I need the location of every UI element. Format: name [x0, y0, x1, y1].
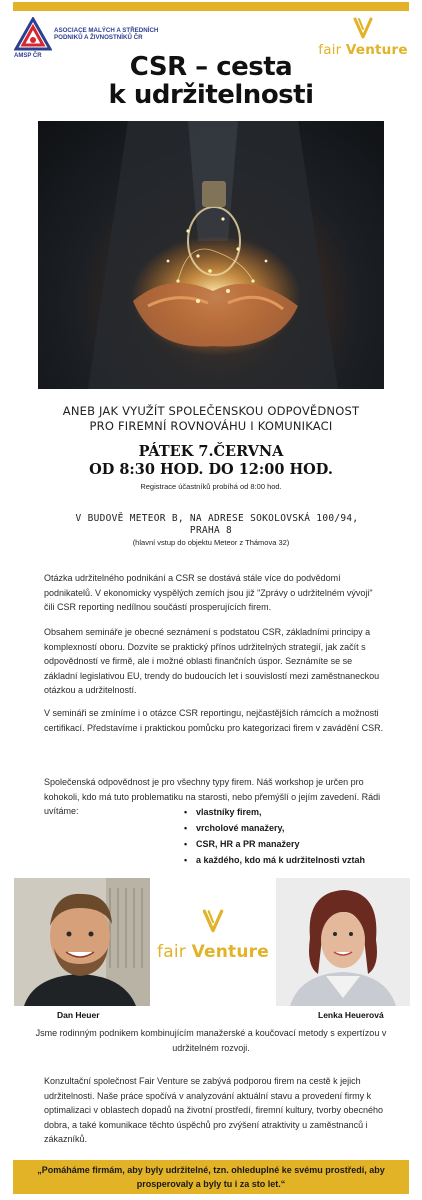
fair-venture-v-icon [201, 908, 225, 936]
venue-line-2: PRAHA 8 [189, 525, 233, 536]
subtitle-line-2: PRO FIREMNÍ ROVNOVÁHU I KOMUNIKACI [89, 419, 333, 433]
body-paragraph-3: V semináři se zmíníme i o otázce CSR reportingu, nejčastějších rámcích a možnosti certifikací. Představíme i praktickou pomůcku pro kategorizaci firem v zavádění CSR. [44, 708, 384, 733]
fair-venture-wordmark: fair Venture [157, 942, 269, 962]
amsp-triangle-icon [14, 17, 52, 53]
hero-photo-hands-bulb [38, 121, 384, 389]
amsp-name: ASOCIACE MALÝCH A STŘEDNÍCH PODNIKŮ A ŽIVNOSTNÍKŮ ČR [54, 27, 159, 41]
amsp-abbr: AMSP ČR [14, 53, 42, 59]
speaker-name-lenka: Lenka Heuerová [318, 1010, 384, 1020]
venue-line-1: V BUDOVĚ METEOR B, NA ADRESE SOKOLOVSKÁ 100/94, [75, 513, 359, 524]
page-title-line-2: k udržitelnosti [108, 80, 314, 110]
fair-venture-wordmark: fair Venture [318, 42, 408, 58]
list-item: • vlastníky firem, [184, 804, 365, 820]
fair-venture-v-icon [352, 16, 374, 42]
top-accent-bar [13, 2, 409, 11]
body-paragraph-2: Obsahem semináře je obecné seznámení s podstatou CSR, základními principy a komplexností oboru. Dozvíte se praktický přínos udržitelných strategií, jak začít s odpovědností ve firmě, ale i možné oblasti finančních úspor. Seznámíte se se základní legislativou EU, trendy do budoucích let i souvislostí mezi zaměstnaneckou otázkou a udržitelností. [44, 627, 380, 695]
list-item: • vrcholové manažery, [184, 820, 365, 836]
fair-venture-logo-middle [150, 908, 276, 962]
about-intro: Jsme rodinným podnikem kombinujícím manažerské a koučovací metody s expertízou v udržitelném rozvoji. [35, 1028, 387, 1053]
speaker-photo-dan [14, 878, 150, 1006]
about-company: Konzultační společnost Fair Venture se zabývá podporou firem na cestě k jejich udržitelnosti. Naše práce spočívá v analyzování aktuální stavu a provedení firmy k optimalizaci v oblastech dopadů na životní prostředí, firemní kultury, tvorby obecného dobra, a také komunikace těchto úspěchů pro zvýšení atraktivity u zaměstnanců i zákazníků. [44, 1076, 384, 1144]
event-date: PÁTEK 7.ČERVNA [138, 443, 284, 460]
venue-entrance-note: (hlavní vstup do objektu Meteor z Thámova 32) [132, 538, 290, 547]
event-time: OD 8:30 HOD. DO 12:00 HOD. [89, 461, 333, 478]
speaker-photo-lenka [276, 878, 410, 1006]
page-title-line-1: CSR – cesta [129, 52, 293, 82]
company-quote: „Pomáháme firmám, aby byly udržitelné, tzn. ohleduplné ke svému prostředí, aby prosperovaly a byly tu i za sto let.“ [37, 1165, 385, 1189]
list-item: • CSR, HR a PR manažery [184, 836, 365, 852]
list-item: • a každého, kdo má k udržitelnosti vztah [184, 852, 365, 868]
body-paragraph-1: Otázka udržitelného podnikání a CSR se dostává stále více do podvědomí podnikatelů. V ekonomicky vyspělých zemích jsou již "Zprávy o udržitelném vývoji" čili CSR reporting nedílnou součástí prosperujících firem. [44, 573, 373, 612]
audience-list [184, 804, 365, 868]
speaker-name-dan: Dan Heuer [57, 1010, 100, 1020]
registration-note: Registrace účastníků probíhá od 8:00 hod. [140, 482, 282, 491]
body-paragraph-4: Společenská odpovědnost je pro všechny typy firem. Náš workshop je určen pro kohokoli, kdo má tuto problematiku na starosti, nebo přemýšlí o jejím zavedení. Rádi uvítáme: [44, 777, 381, 816]
subtitle-line-1: ANEB JAK VYUŽÍT SPOLEČENSKOU ODPOVĚDNOST [62, 404, 360, 418]
